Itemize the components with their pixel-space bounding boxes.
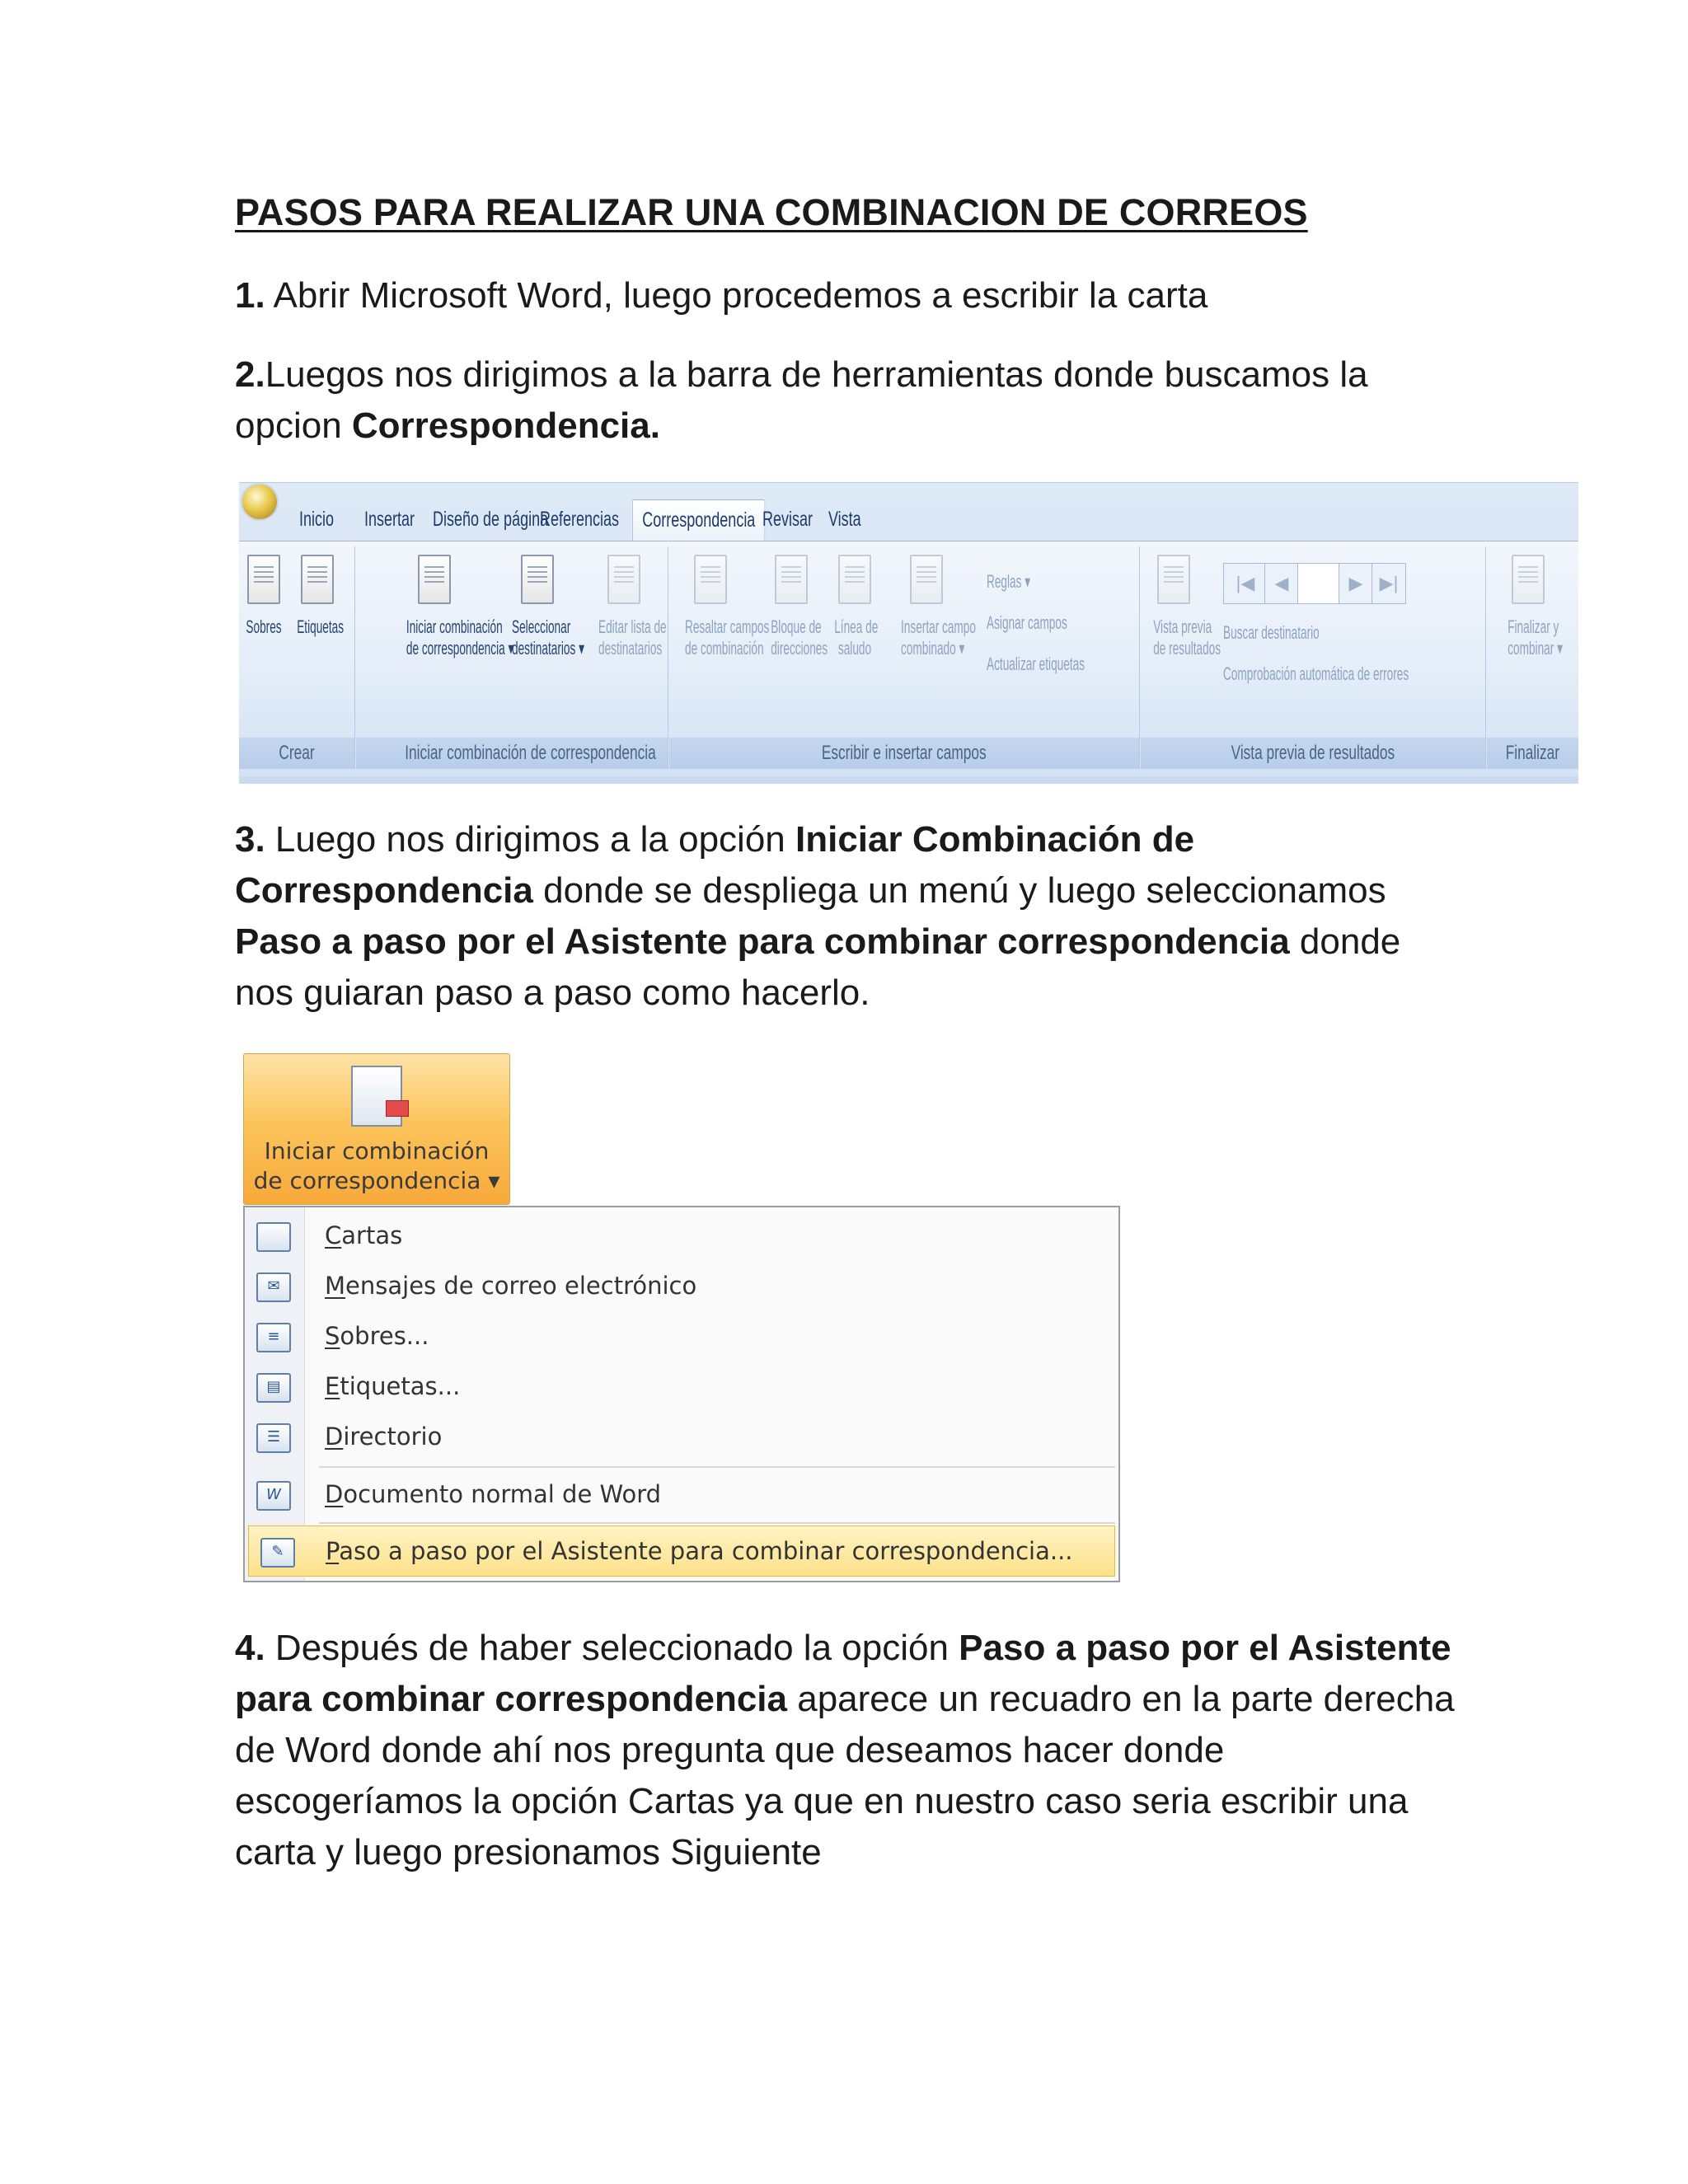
group-label: Crear xyxy=(239,738,354,769)
group-vista-previa xyxy=(1141,546,1486,769)
merge-type-menu xyxy=(243,1206,1120,1582)
group-label: Escribir e insertar campos xyxy=(669,738,1139,769)
first-record-icon[interactable]: |◀ xyxy=(1223,563,1268,604)
next-record-icon[interactable]: ▶ xyxy=(1339,563,1373,604)
ribbon-tabs xyxy=(284,499,1570,541)
menu-item-directorio[interactable]: ☰ Directorio xyxy=(245,1412,1118,1461)
step-number: 3. xyxy=(235,819,265,860)
preview-icon xyxy=(1157,555,1190,604)
reglas-button[interactable]: Reglas ▾ xyxy=(987,571,1031,592)
iniciar-combinacion-button[interactable]: Iniciar combinación de correspondencia ▾ xyxy=(389,555,480,658)
group-label: Finalizar xyxy=(1487,738,1578,769)
step-3: 3. Luego nos dirigimos a la opción Iniciar Combinación de Correspondencia donde se despliega un menú y luego seleccionamos Paso a paso por el Asistente para combinar correspondencia donde nos guiaran paso a paso como hacerlo. xyxy=(235,819,1401,1013)
step-1 xyxy=(235,270,1455,321)
actualizar-etiquetas-button[interactable]: Actualizar etiquetas xyxy=(987,654,1085,674)
address-block-icon xyxy=(775,555,808,604)
linea-saludo-button[interactable]: Línea de saludo xyxy=(822,555,888,658)
menu-item-mensajes[interactable]: ✉ Mensajes de correo electrónico xyxy=(245,1261,1118,1310)
menu-item-etiquetas[interactable]: ▤ Etiquetas... xyxy=(245,1361,1118,1411)
menu-item-asistente[interactable]: ✎ Paso a paso por el Asistente para combinar correspondencia... xyxy=(248,1526,1115,1577)
group-finalizar xyxy=(1487,546,1578,769)
etiquetas-button[interactable]: Etiquetas xyxy=(284,555,350,637)
buscar-destinatario-button[interactable]: Buscar destinatario xyxy=(1223,622,1320,643)
finish-icon xyxy=(1512,555,1545,604)
editar-lista-button[interactable]: Editar lista de destinatarios xyxy=(583,555,665,658)
step-number: 4. xyxy=(235,1628,265,1668)
document-icon xyxy=(256,1222,291,1252)
greeting-icon xyxy=(838,555,871,604)
labels-icon: ▤ xyxy=(256,1373,291,1403)
tab-correspondencia[interactable]: Correspondencia xyxy=(632,499,766,542)
menu-item-cartas[interactable]: Cartas xyxy=(245,1211,1118,1260)
finalizar-combinar-button[interactable]: Finalizar y combinar ▾ xyxy=(1495,555,1561,658)
group-crear xyxy=(239,546,355,769)
office-button-icon[interactable] xyxy=(241,483,279,521)
menu-separator xyxy=(319,1522,1115,1524)
recipients-icon xyxy=(521,555,554,604)
tab-vista[interactable]: Vista xyxy=(828,508,861,531)
envelope-icon xyxy=(247,555,280,604)
last-record-icon[interactable]: ▶| xyxy=(1372,563,1406,604)
step-text: Abrir Microsoft Word, luego procedemos a escribir la carta xyxy=(265,275,1208,316)
step-number: 2. xyxy=(235,354,265,395)
step-emphasis: Correspondencia. xyxy=(351,405,660,446)
sobres-button[interactable]: Sobres xyxy=(239,555,297,637)
step-2 xyxy=(235,349,1455,452)
edit-list-icon xyxy=(607,555,640,604)
labels-icon xyxy=(301,555,334,604)
mail-icon: ✉ xyxy=(256,1272,291,1302)
document-icon xyxy=(418,555,451,604)
merge-field-icon xyxy=(910,555,943,604)
ribbon-body xyxy=(239,541,1578,776)
tab-referencias[interactable]: Referencias xyxy=(540,508,620,531)
page-title: PASOS PARA REALIZAR UNA COMBINACION DE CORREOS xyxy=(235,191,1308,233)
step-4: 4. Después de haber seleccionado la opción Paso a paso por el Asistente para combinar correspondencia aparece un recuadro en la parte derecha de Word donde ahí nos pregunta que deseamos hacer donde escogeríamos la opción Cartas ya que en nuestro caso seria escribir una carta y luego presionamos Siguiente xyxy=(235,1628,1455,1872)
bloque-direcciones-button[interactable]: Bloque de direcciones xyxy=(758,555,824,658)
seleccionar-destinatarios-button[interactable]: Seleccionar destinatarios ▾ xyxy=(496,555,579,658)
insertar-campo-button[interactable]: Insertar campo combinado ▾ xyxy=(885,555,968,658)
menu-separator xyxy=(319,1466,1115,1468)
previous-record-icon[interactable]: ◀ xyxy=(1264,563,1299,604)
mail-merge-icon xyxy=(351,1066,402,1127)
tab-revisar[interactable]: Revisar xyxy=(762,508,814,531)
vista-previa-button[interactable]: Vista previa de resultados xyxy=(1141,555,1207,658)
group-label: Vista previa de resultados xyxy=(1141,738,1485,769)
comprobacion-errores-button[interactable]: Comprobación automática de errores xyxy=(1223,663,1409,684)
iniciar-combinacion-dropdown-button[interactable]: Iniciar combinación de correspondencia ▾ xyxy=(243,1053,510,1205)
resaltar-campos-button[interactable]: Resaltar campos de combinación xyxy=(669,555,752,658)
step-text: Luegos nos dirigimos a la barra de herramientas donde buscamos la opcion xyxy=(235,354,1368,446)
asignar-campos-button[interactable]: Asignar campos xyxy=(987,612,1067,633)
wizard-icon: ✎ xyxy=(260,1538,295,1568)
menu-item-sobres[interactable]: ≡ Sobres... xyxy=(245,1311,1118,1361)
group-escribir xyxy=(669,546,1140,769)
word-doc-icon: W xyxy=(256,1481,291,1511)
tab-insertar[interactable]: Insertar xyxy=(364,508,415,531)
highlight-icon xyxy=(694,555,727,604)
record-number-input[interactable] xyxy=(1297,563,1340,604)
tab-inicio[interactable]: Inicio xyxy=(299,508,335,531)
ribbon-screenshot xyxy=(239,482,1578,784)
step-number: 1. xyxy=(235,275,265,316)
group-label: Iniciar combinación de correspondencia xyxy=(356,738,668,769)
tab-diseno[interactable]: Diseño de página xyxy=(433,508,549,531)
directory-icon: ☰ xyxy=(256,1423,291,1453)
group-iniciar xyxy=(356,546,668,769)
menu-item-documento-normal[interactable]: W Documento normal de Word xyxy=(245,1469,1118,1519)
envelope-icon: ≡ xyxy=(256,1323,291,1352)
